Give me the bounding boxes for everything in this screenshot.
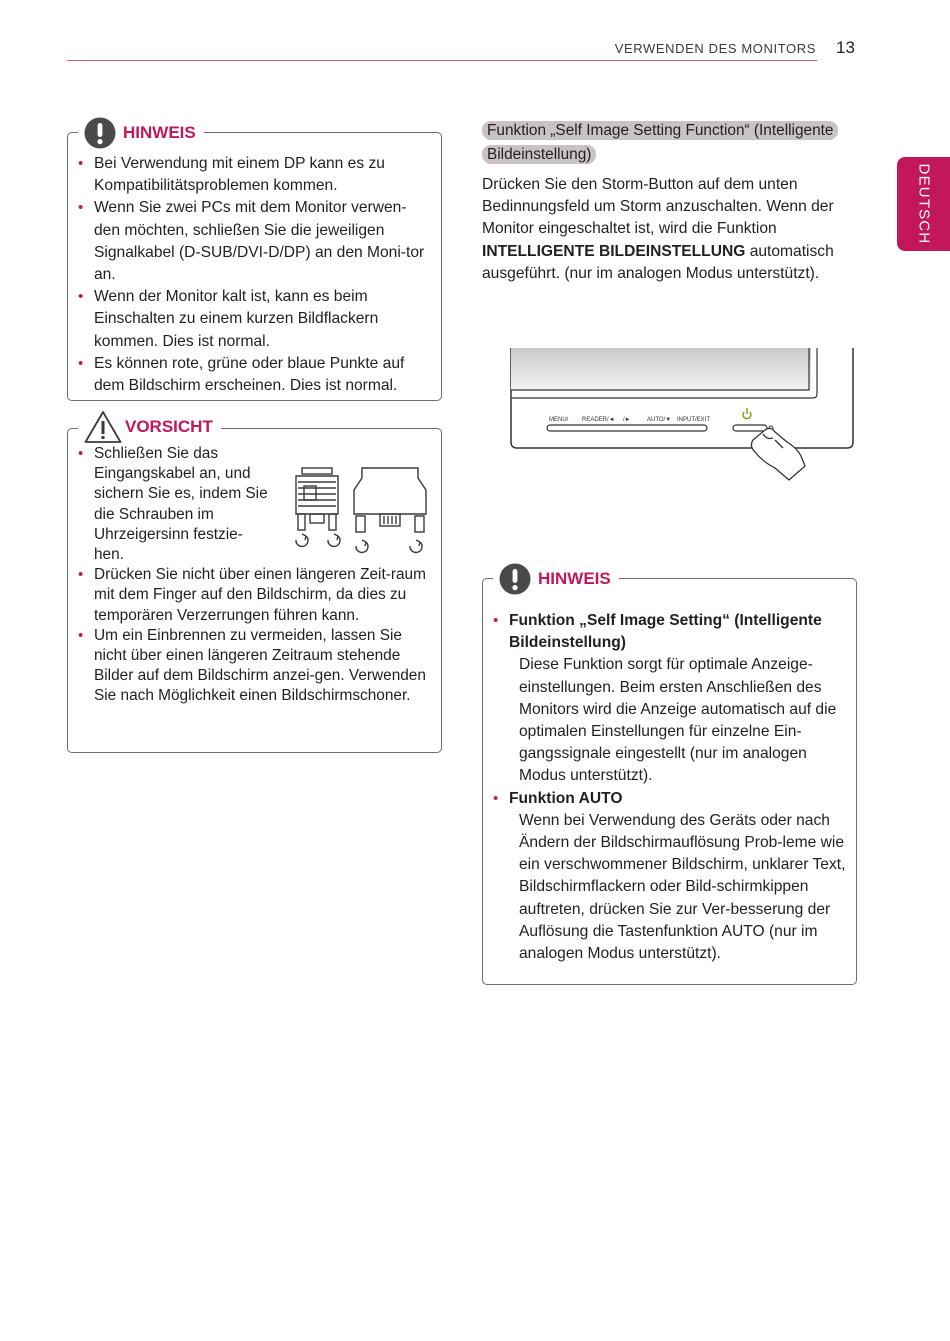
list-item-heading: Funktion „Self Image Setting“ (Intelligente Bildeinstellung) [509,612,822,652]
monitor-bezel-illustration [505,344,860,484]
finger-press-icon [751,428,805,480]
eco-button-label: /► [623,417,631,423]
vorsicht-header [78,410,221,444]
self-image-body-post: automatisch ausgeführt. (nur im analogen Modus unterstützt). [482,242,834,282]
language-tab-label: DEUTSCH [915,163,932,245]
self-image-body-pre: Drücken Sie den Storm-Button auf dem unten Bedinnungsfeld um Storm anzuschalten. Wenn der Monitor eingeschaltet ist, wird die Funktion [482,176,834,238]
menu-button-label: MENU/ [549,417,569,423]
hinweis-list [483,610,849,965]
list-item: • Um ein Einbrennen zu vermeiden, lassen Sie nicht über einen längeren Zeitraum stehende Bilder auf dem Bildschirm anzei-gen. Verwenden Sie nach Möglichkeit einen Bildschirmschoner. [68,626,428,707]
hinweis-box-left [67,123,442,401]
self-image-label: Funktion „Self Image Setting Function“ (Intelligente Bildeinstellung) [482,121,838,164]
input-button-label: INPUT/EXIT [677,417,711,423]
list-item [483,788,849,966]
self-image-body [482,174,862,285]
list-item-body: Wenn bei Verwendung des Geräts oder nach Ändern der Bildschirmauflösung Prob-leme wie ein verschwommener Bildschirm, unklarer Text, Bildschirmflackern oder Bild-schirmkippen auftreten, drücken Sie zur Ver-besserung der Auflösung die Tastenfunktion AUTO (nur im analogen Modus unterstützt). [519,811,846,963]
list-item: • Wenn der Monitor kalt ist, kann es beim Einschalten zu einem kurzen Bildflackern kommen. Dies ist normal. [68,286,428,353]
hinweis-box-right [482,569,857,985]
page-number: 13 [836,38,855,57]
hinweis-title: HINWEIS [538,569,611,588]
vorsicht-box [67,417,442,753]
auto-button-label: AUTO/▼ [647,417,672,423]
list-item: • Drücken Sie nicht über einen längeren Zeit-raum mit dem Finger auf den Bildschirm, da dies zu temporären Verzerrungen führen kann. [68,565,428,626]
hinweis-title: HINWEIS [123,123,196,142]
self-image-section [482,119,862,285]
hinweis-header [78,117,204,149]
hinweis-list [68,153,428,397]
list-item [483,610,849,788]
cable-connector-illustration [290,462,430,562]
warning-triangle-icon [84,410,122,444]
header-rule [67,60,817,61]
list-item: • Schließen Sie das Eingangskabel an, und sichern Sie es, indem Sie die Schrauben im Uhrzeigersinn festzie-hen. [68,444,272,565]
exclamation-icon [499,563,531,595]
hinweis-header [493,563,619,595]
list-item-body: Diese Funktion sorgt für optimale Anzeige-einstellungen. Beim ersten Anschließen des Monitors wird die Anzeige automatisch auf die optimalen Einstellungen für einzelne Ein-gangssignale eingestellt (nur im analogen Modus unterstützt). [519,656,837,785]
reader-button-label: READER/◄ [582,417,615,423]
vorsicht-title: VORSICHT [125,417,213,436]
section-title: VERWENDEN DES MONITORS [614,41,816,56]
exclamation-icon [84,117,116,149]
self-image-body-bold: INTELLIGENTE BILDEINSTELLUNG [482,242,746,260]
self-image-label-wrap [482,119,862,167]
list-item: • Bei Verwendung mit einem DP kann es zu Kompatibilitätsproblemen kommen. [68,153,428,197]
list-item-heading: Funktion AUTO [509,789,623,807]
list-item: • Wenn Sie zwei PCs mit dem Monitor verwen-den möchten, schließen Sie die jeweiligen Signalkabel (D-SUB/DVI-D/DP) an den Moni-tor an. [68,197,428,286]
language-tab [897,157,950,251]
list-item: • Es können rote, grüne oder blaue Punkte auf dem Bildschirm erscheinen. Dies ist normal. [68,353,428,397]
power-icon [743,408,751,419]
